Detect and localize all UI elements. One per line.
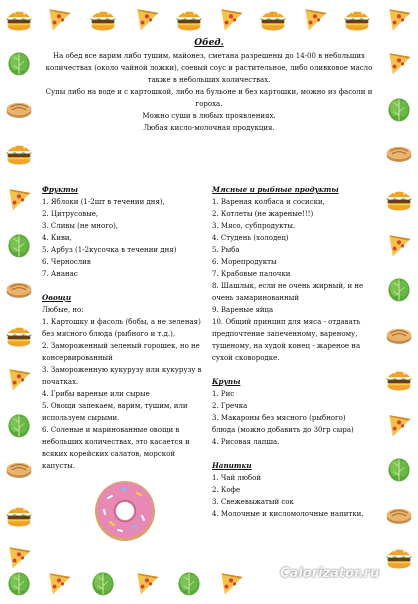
- grain-item: 3. Макароны без мясного (рыбного): [212, 414, 346, 422]
- grains-heading: Крупы: [212, 377, 241, 386]
- burger-icon: [2, 136, 36, 170]
- meat-item: 1. Вареная колбаса и сосиски,: [212, 198, 325, 206]
- pizza-slice-icon: [2, 362, 36, 396]
- lettuce-icon: [2, 228, 36, 262]
- fruit-item: 2. Цитрусовые,: [42, 210, 99, 218]
- pie-icon: [2, 452, 36, 486]
- pizza-slice-icon: [382, 408, 416, 442]
- vegetable-item: капусты.: [42, 462, 75, 470]
- vegetable-item: без мясного блюда (рыбного и т.д.),: [42, 330, 176, 338]
- fruit-item: 3. Сливы (не много),: [42, 222, 119, 230]
- pizza-slice-icon: [214, 2, 248, 36]
- vegetable-item: небольших количествах, это касается и: [42, 438, 190, 446]
- vegetable-item: 1. Картошку и фасоль (бобы, а не зеленая): [42, 318, 201, 326]
- pizza-slice-icon: [2, 182, 36, 216]
- lettuce-icon: [172, 566, 206, 600]
- drink-item: 4. Молочные и кисломолочные напитки.: [212, 510, 364, 518]
- lettuce-icon: [2, 408, 36, 442]
- meat-item: 7. Крабовые палочки: [212, 270, 291, 278]
- burger-icon: [382, 182, 416, 216]
- meat-heading: Мясные и рыбные продукты: [212, 185, 339, 194]
- burger-icon: [2, 318, 36, 352]
- pie-icon: [382, 318, 416, 352]
- lettuce-icon: [382, 452, 416, 486]
- pie-icon: [2, 92, 36, 126]
- pizza-slice-icon: [42, 566, 76, 600]
- meat-item: 2. Котлеты (не жареные!!!): [212, 210, 314, 218]
- intro-line: также в небольших количествах.: [147, 76, 271, 84]
- grain-item: 1. Рис: [212, 390, 235, 398]
- grain-item: блюда (можно добавить до 30гр сыра): [212, 426, 354, 434]
- meat-item: 3. Мясо, субпродукты.: [212, 222, 296, 230]
- pizza-slice-icon: [42, 2, 76, 36]
- burger-icon: [382, 362, 416, 396]
- meat-item: сухой сковородке.: [212, 354, 280, 362]
- intro-line: Любая кисло-молочная продукция.: [143, 124, 275, 132]
- pizza-slice-icon: [382, 228, 416, 262]
- vegetable-item: 2. Замороженный зеленый горошек, но не: [42, 342, 200, 350]
- burger-icon: [172, 2, 206, 36]
- fruit-item: 7. Ананас: [42, 270, 78, 278]
- intro-text: [42, 50, 376, 134]
- lettuce-icon: [86, 566, 120, 600]
- vegetable-item: консервированный: [42, 354, 113, 362]
- intro-line: количествах (около чайной ложки), соевый соус и растительное, либо оливковое масло: [45, 64, 373, 72]
- vegetables-intro: Любые, но:: [42, 306, 84, 314]
- meat-item: 5. Рыба: [212, 246, 240, 254]
- intro-line: На обед все варим либо тушим, майонез, сметана разрешены до 14-00 в небольших: [53, 52, 365, 60]
- pizza-slice-icon: [130, 566, 164, 600]
- pizza-slice-icon: [214, 566, 248, 600]
- left-column: [42, 184, 202, 472]
- watermark: Calorizator.ru: [280, 566, 380, 581]
- drinks-heading: Напитки: [212, 461, 252, 470]
- burger-icon: [86, 2, 120, 36]
- vegetables-heading: Овощи: [42, 293, 72, 302]
- vegetable-item: используем сырыми.: [42, 414, 120, 422]
- lettuce-icon: [2, 46, 36, 80]
- pie-icon: [2, 272, 36, 306]
- meat-item: 9. Вареные яйца: [212, 306, 274, 314]
- intro-line: Можно суши в любых проявлениях.: [142, 112, 276, 120]
- meat-item: 8. Шашлык, если не очень жирный, и не: [212, 282, 364, 290]
- fruits-heading: Фрукты: [42, 185, 78, 194]
- burger-icon: [340, 2, 374, 36]
- vegetable-item: всяких корейских салатов, морской: [42, 450, 176, 458]
- drink-item: 2. Кофе: [212, 486, 241, 494]
- drink-item: 1. Чай любой: [212, 474, 262, 482]
- vegetable-item: 4. Грибы вареные или сырые: [42, 390, 150, 398]
- vegetable-item: 5. Овощи запекаем, варим, тушим, или: [42, 402, 188, 410]
- pie-icon: [382, 136, 416, 170]
- vegetable-item: 3. Замороженную кукурузу или кукурузу в: [42, 366, 202, 374]
- burger-icon: [382, 540, 416, 574]
- fruit-item: 1. Яблоки (1-2шт в течении дня),: [42, 198, 165, 206]
- burger-icon: [2, 2, 36, 36]
- vegetable-item: 6. Соленые и маринованные овощи в: [42, 426, 180, 434]
- meat-item: предпочтение запеченному, вареному,: [212, 330, 358, 338]
- lettuce-icon: [382, 272, 416, 306]
- meat-item: 4. Студень (холодец): [212, 234, 289, 242]
- meat-item: тушеному, на худой конец - жареное на: [212, 342, 361, 350]
- grain-item: 2. Гречка: [212, 402, 248, 410]
- pizza-slice-icon: [130, 2, 164, 36]
- meat-item: 6. Морепродукты: [212, 258, 277, 266]
- right-column: [212, 184, 378, 520]
- fruit-item: 4. Киви,: [42, 234, 72, 242]
- lettuce-icon: [382, 92, 416, 126]
- pizza-slice-icon: [382, 46, 416, 80]
- meat-item: очень замаринованный: [212, 294, 300, 302]
- intro-line: Супы либо на воде и с картошкой, либо на бульоне и без картошки, можно из фасоли и: [45, 88, 373, 96]
- drink-item: 3. Свежевыжатый сок: [212, 498, 294, 506]
- intro-line: гороха.: [195, 100, 223, 108]
- pizza-slice-icon: [2, 540, 36, 574]
- burger-icon: [256, 2, 290, 36]
- fruit-item: 5. Арбуз (1-2кусочка в течении дня): [42, 246, 177, 254]
- meat-item: 10. Общий принцип для мяса - отдавать: [212, 318, 361, 326]
- pie-icon: [382, 498, 416, 532]
- pizza-slice-icon: [298, 2, 332, 36]
- grain-item: 4. Рисовая лапша.: [212, 438, 280, 446]
- burger-icon: [2, 498, 36, 532]
- fruit-item: 6. Чернослив: [42, 258, 91, 266]
- page-title: Обед.: [194, 38, 224, 48]
- donut-icon: [92, 478, 158, 544]
- vegetable-item: початках.: [42, 378, 79, 386]
- pizza-slice-icon: [382, 2, 416, 36]
